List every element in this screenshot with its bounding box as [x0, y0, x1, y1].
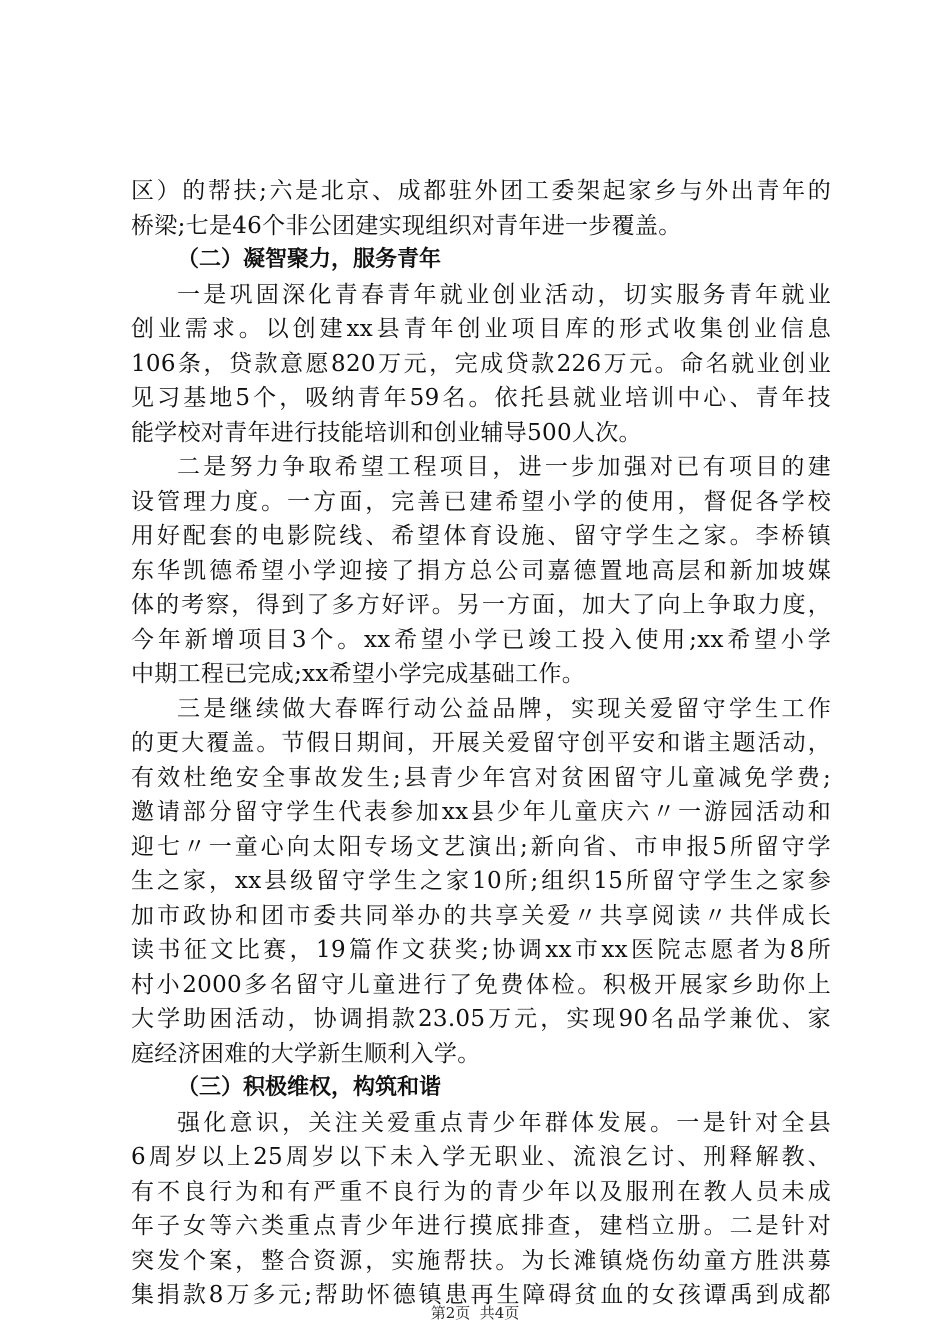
- text-line: 大学助困活动，协调捐款23.05万元，实现90名品学兼优、家: [131, 1006, 831, 1032]
- text-line: 见习基地5个，吸纳青年59名。依托县就业培训中心、青年技: [131, 385, 831, 411]
- text-line: 村小2000多名留守儿童进行了免费体检。积极开展家乡助你上: [131, 971, 831, 998]
- text-line: 邀请部分留守学生代表参加xx县少年儿童庆六〃一游园活动和: [131, 799, 831, 825]
- paragraph: [131, 278, 831, 451]
- paragraph: [131, 1106, 831, 1313]
- text-line: 迎七〃一童心向太阳专场文艺演出;新向省、市申报5所留守学: [131, 833, 831, 860]
- text-line: 体的考察，得到了多方好评。另一方面，加大了向上争取力度，: [131, 592, 831, 618]
- text-line: 有不良行为和有严重不良行为的青少年以及服刑在教人员未成: [131, 1178, 831, 1205]
- text-line: 用好配套的电影院线、希望体育设施、留守学生之家。李桥镇: [131, 523, 831, 549]
- paragraph: [131, 174, 831, 243]
- text-line: 读书征文比赛，19篇作文获奖;协调xx市xx医院志愿者为8所: [131, 937, 831, 963]
- text-line: 能学校对青年进行技能培训和创业辅导500人次。: [131, 419, 642, 446]
- document-body: [131, 174, 831, 1313]
- section-heading: （二）凝智聚力，服务青年: [177, 247, 442, 272]
- text-line: 106条，贷款意愿820万元，完成贷款226万元。命名就业创业: [131, 350, 831, 377]
- text-line: 突发个案，整合资源，实施帮扶。为长滩镇烧伤幼童方胜洪募: [131, 1247, 831, 1274]
- text-line: 集捐款8万多元;帮助怀德镇患再生障碍贫血的女孩谭禹到成都: [131, 1282, 831, 1308]
- text-line: 庭经济困难的大学新生顺利入学。: [131, 1040, 481, 1067]
- text-line: 强化意识，关注关爱重点青少年群体发展。一是针对全县: [177, 1109, 831, 1136]
- text-line: 区）的帮扶;六是北京、成都驻外团工委架起家乡与外出青年的: [131, 178, 831, 204]
- text-line: 有效杜绝安全事故发生;县青少年宫对贫困留守儿童减免学费;: [131, 764, 831, 791]
- section-heading: （三）积极维权，构筑和谐: [177, 1075, 442, 1100]
- text-line: 二是努力争取希望工程项目，进一步加强对已有项目的建: [177, 454, 831, 480]
- text-line: 创业需求。以创建xx县青年创业项目库的形式收集创业信息: [131, 316, 831, 342]
- text-line: 的更大覆盖。节假日期间，开展关爱留守创平安和谐主题活动，: [131, 730, 831, 756]
- text-line: 三是继续做大春晖行动公益品牌，实现关爱留守学生工作: [177, 695, 831, 722]
- paragraph: [131, 692, 831, 1072]
- text-line: 设管理力度。一方面，完善已建希望小学的使用，督促各学校: [131, 488, 831, 515]
- paragraph: [131, 450, 831, 692]
- text-line: 6周岁以上25周岁以下未入学无职业、流浪乞讨、刑释解教、: [131, 1144, 831, 1170]
- text-line: 东华凯德希望小学迎接了捐方总公司嘉德置地高层和新加坡媒: [131, 557, 831, 584]
- text-line: 加市政协和团市委共同举办的共享关爱〃共享阅读〃共伴成长: [131, 902, 831, 929]
- text-line: 桥梁;七是46个非公团建实现组织对青年进一步覆盖。: [131, 212, 682, 239]
- text-line: 一是巩固深化青春青年就业创业活动，切实服务青年就业: [177, 281, 831, 308]
- text-line: 生之家，xx县级留守学生之家10所;组织15所留守学生之家参: [131, 868, 831, 894]
- text-line: 中期工程已完成;xx希望小学完成基础工作。: [131, 661, 585, 687]
- text-line: 年子女等六类重点青少年进行摸底排查，建档立册。二是针对: [131, 1213, 831, 1239]
- page-footer: 第2页 共4页: [430, 1304, 520, 1322]
- text-line: 今年新增项目3个。xx希望小学已竣工投入使用;xx希望小学: [131, 626, 831, 653]
